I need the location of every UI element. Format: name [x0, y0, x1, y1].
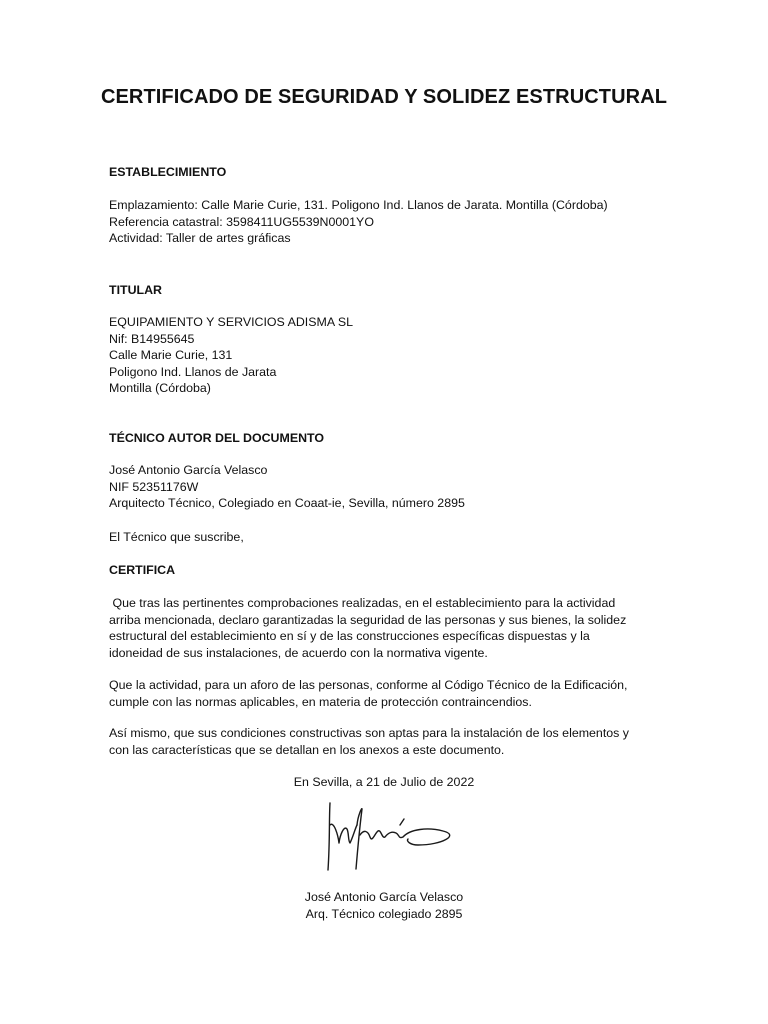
paragraph-3-line: Así mismo, que sus condiciones constructivas son aptas para la instalación de los elementos y	[109, 726, 629, 740]
paragraph-1-line: Que tras las pertinentes comprobaciones realizadas, en el establecimiento para la actividad	[109, 596, 616, 610]
paragraph-1-line: arriba mencionada, declaro garantizadas la seguridad de las personas y sus bienes, la solidez	[109, 612, 627, 627]
certifica-paragraph-3	[109, 725, 669, 758]
titular-poligono: Poligono Ind. Llanos de Jarata	[109, 364, 277, 379]
titular-street: Calle Marie Curie, 131	[109, 348, 233, 363]
tecnico-title: Arquitecto Técnico, Colegiado en Coaat-ie, Sevilla, número 2895	[109, 496, 465, 511]
tecnico-name: José Antonio García Velasco	[109, 463, 268, 477]
establecimiento-actividad: Actividad: Taller de artes gráficas	[109, 231, 291, 246]
signature-role: Arq. Técnico colegiado 2895	[305, 907, 463, 921]
section-heading-tecnico: TÉCNICO AUTOR DEL DOCUMENTO	[109, 431, 325, 445]
tecnico-details	[109, 462, 669, 512]
titular-nif: Nif: B14955645	[109, 331, 195, 346]
paragraph-3-line: con las características que se detallan en los anexos a este documento.	[109, 742, 505, 757]
establecimiento-details	[109, 197, 669, 247]
section-heading-certifica: CERTIFICA	[109, 563, 176, 577]
paragraph-2-line: Que la actividad, para un aforo de las personas, conforme al Código Técnico de la Edificación,	[109, 678, 628, 692]
establecimiento-emplazamiento: Emplazamiento: Calle Marie Curie, 131. Poligono Ind. Llanos de Jarata. Montilla (Córdoba)	[109, 198, 608, 212]
paragraph-1-line: estructural del establecimiento en sí y de las construcciones específicas dispuestas y la	[109, 629, 590, 644]
section-heading-titular: TITULAR	[109, 283, 162, 297]
place-date: En Sevilla, a 21 de Julio de 2022	[293, 775, 475, 789]
handwritten-signature	[300, 795, 470, 875]
paragraph-2-line: cumple con las normas aplicables, en materia de protección contraincendios.	[109, 694, 532, 709]
certifica-paragraph-1	[109, 595, 669, 661]
titular-city: Montilla (Córdoba)	[109, 381, 211, 396]
paragraph-1-line: idoneidad de sus instalaciones, de acuerdo con la normativa vigente.	[109, 645, 488, 660]
section-heading-establecimiento: ESTABLECIMIENTO	[109, 165, 227, 179]
titular-details	[109, 314, 669, 397]
suscribe-text: El Técnico que suscribe,	[109, 530, 244, 544]
certifica-paragraph-2	[109, 677, 669, 710]
signature-name: José Antonio García Velasco	[304, 890, 464, 904]
tecnico-nif: NIF 52351176W	[109, 479, 199, 494]
titular-name: EQUIPAMIENTO Y SERVICIOS ADISMA SL	[109, 315, 353, 329]
document-title: CERTIFICADO DE SEGURIDAD Y SOLIDEZ ESTRUCTURAL	[100, 86, 668, 108]
establecimiento-referencia: Referencia catastral: 3598411UG5539N0001YO	[109, 214, 374, 229]
